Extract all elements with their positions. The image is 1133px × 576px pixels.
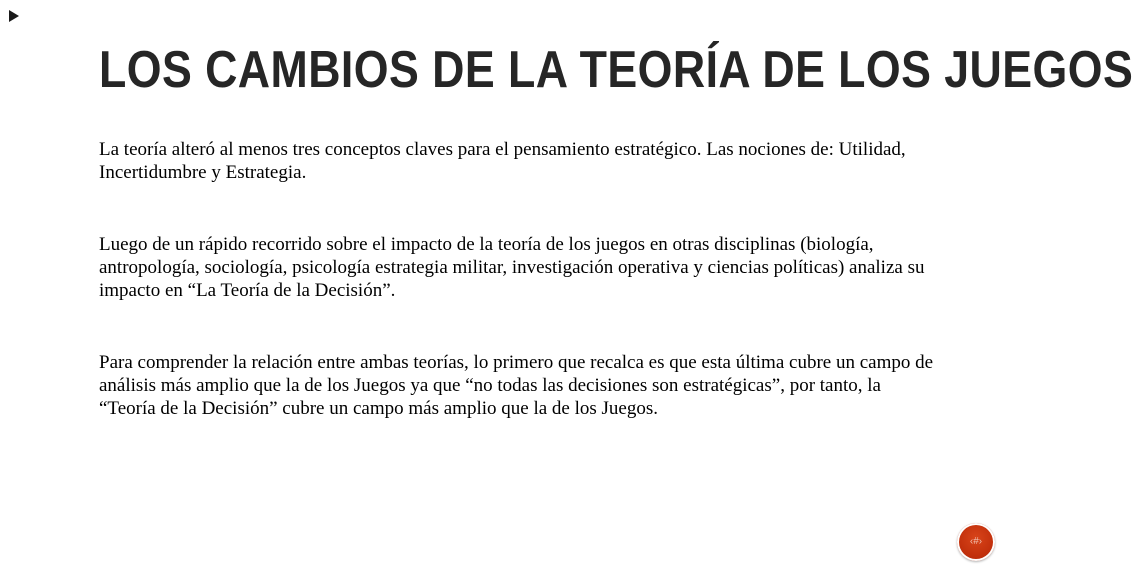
slide-body (99, 138, 939, 420)
slide-number-badge: ‹#› (957, 523, 995, 561)
slide-title: LOS CAMBIOS DE LA TEORÍA DE LOS JUEGOS (99, 41, 1133, 99)
body-paragraph-1: La teoría alteró al menos tres conceptos claves para el pensamiento estratégico. Las nociones de: Utilidad, Incertidumbre y Estrategia. (99, 139, 906, 183)
slide-corner-marker-icon (9, 10, 19, 22)
body-paragraph-3: Para comprender la relación entre ambas teorías, lo primero que recalca es que esta última cubre un campo de análisis más amplio que la de los Juegos ya que “no todas las decisiones son estratégicas”, por tanto, la “Teoría de la Decisión” cubre un campo más amplio que la de los Juegos. (99, 352, 934, 419)
body-paragraph-2: Luego de un rápido recorrido sobre el impacto de la teoría de los juegos en otras disciplinas (biología, antropología, sociología, psicología estrategia militar, investigación operativa y ciencias políticas) analiza su impacto en “La Teoría de la Decisión”. (99, 234, 925, 301)
